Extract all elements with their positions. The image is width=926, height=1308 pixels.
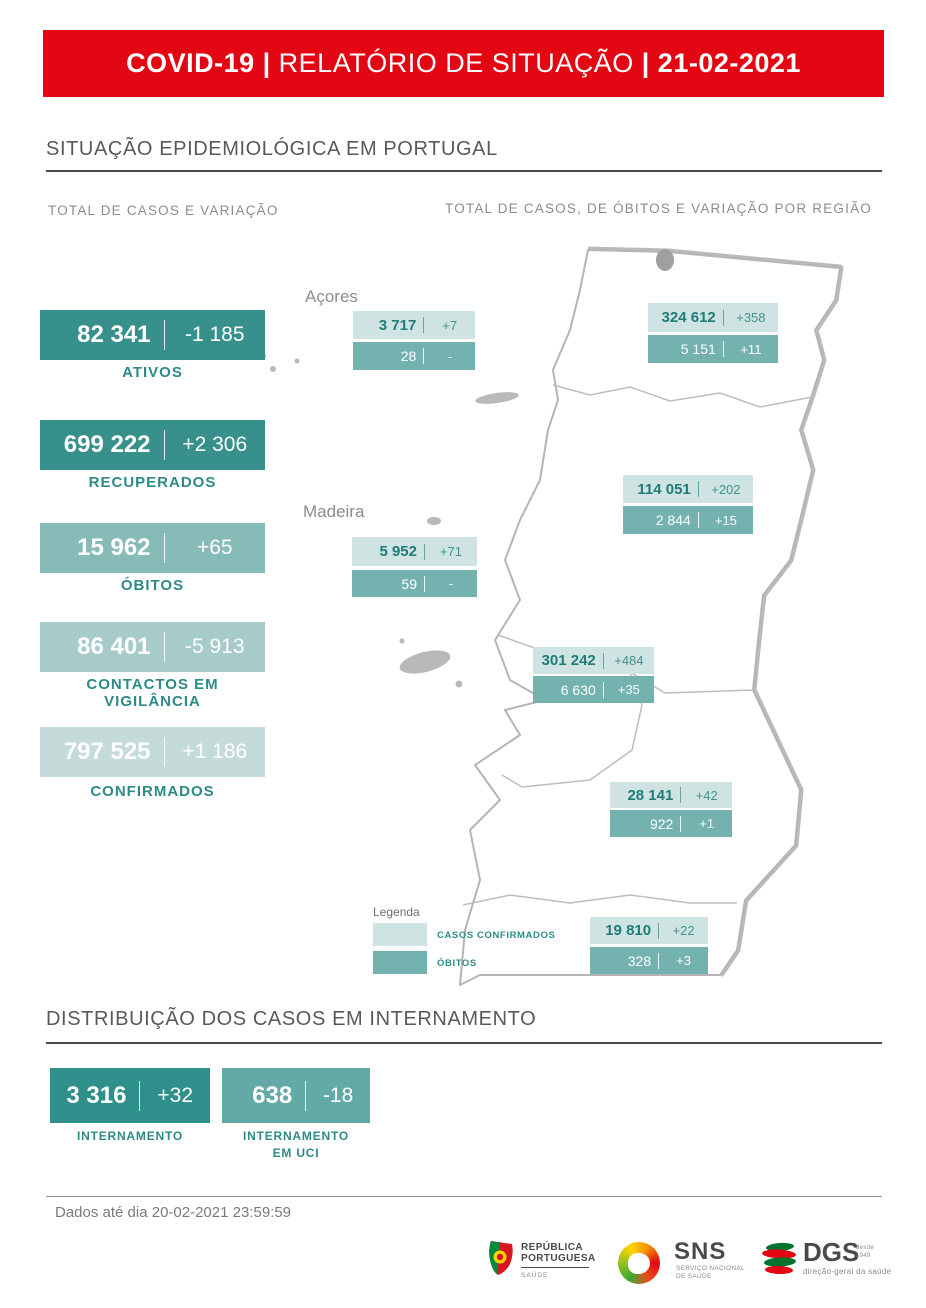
internment-section-divider	[46, 1042, 882, 1044]
republica-line1: REPÚBLICA	[521, 1242, 583, 1253]
report-title-banner	[43, 30, 884, 97]
contactos-value: 86 401	[77, 633, 151, 660]
centro-deaths: 2 844	[655, 512, 691, 528]
republica-logo-rule	[521, 1267, 589, 1268]
internamento-value: 3 316	[66, 1081, 127, 1109]
acores-cases-variation: +7	[442, 317, 458, 333]
republica-saude-label: SAÚDE	[521, 1272, 549, 1279]
sns-logo-text: SNS	[674, 1238, 727, 1265]
centro-cases-variation: +202	[711, 481, 741, 497]
dgs-logo-text: DGS	[803, 1237, 860, 1267]
obitos-label: ÓBITOS	[120, 577, 185, 594]
ativos-variation: -1 185	[184, 323, 245, 346]
banner-covid-label: COVID-19	[126, 48, 255, 78]
dgs-logo-icon	[761, 1242, 799, 1276]
acores-cases: 3 717	[378, 316, 417, 334]
republica-logo-text	[521, 1242, 596, 1270]
centro-deaths-variation: +15	[714, 512, 737, 528]
region-algarve-cases-row	[590, 917, 708, 944]
uci-label	[222, 1128, 370, 1162]
ativos-box	[40, 310, 265, 360]
sns-sub-line1: SERVIÇO NACIONAL	[676, 1265, 745, 1272]
sns-logo-subtext	[676, 1265, 745, 1281]
sns-sub-line2: DE SAÚDE	[676, 1273, 712, 1280]
legend-deaths-swatch	[373, 951, 427, 974]
portugal-map	[240, 235, 910, 1005]
acores-deaths: 28	[400, 348, 417, 364]
region-norte-deaths-row	[648, 335, 778, 363]
epi-section-divider	[46, 170, 882, 172]
norte-deaths: 5 151	[680, 341, 716, 357]
sns-logo-hole	[628, 1253, 650, 1274]
algarve-cases-variation: +22	[672, 923, 695, 938]
madeira-deaths-variation: -	[448, 576, 454, 591]
madeira-cases: 5 952	[379, 543, 417, 560]
confirmados-label: CONFIRMADOS	[90, 783, 215, 800]
region-norte-cases-row	[648, 303, 778, 332]
confirmados-variation: +1 186	[182, 740, 248, 763]
region-alentejo-deaths-row	[610, 810, 732, 837]
legend-title: Legenda	[373, 905, 420, 919]
obitos-box	[40, 523, 265, 573]
uci-box	[222, 1068, 370, 1123]
banner-date: 21-02-2021	[657, 48, 801, 78]
dgs-side-line2: 1949	[856, 1253, 871, 1259]
uci-value: 638	[252, 1081, 293, 1109]
dgs-side-line1: desde	[856, 1245, 874, 1251]
region-lvt-cases-row	[533, 647, 654, 674]
legend-confirmed-label: CASOS CONFIRMADOS	[437, 930, 556, 941]
banner-report-label: RELATÓRIO DE SITUAÇÃO	[278, 48, 634, 78]
banner-sep1: |	[254, 48, 279, 78]
republica-portuguesa-flag-icon	[488, 1240, 515, 1276]
alentejo-deaths-variation: +1	[699, 816, 715, 831]
acores-deaths-row	[353, 342, 475, 370]
ativos-value: 82 341	[77, 321, 151, 348]
region-algarve-deaths-row	[590, 947, 708, 974]
lvt-deaths: 6 630	[560, 681, 596, 698]
madeira-cases-variation: +71	[439, 544, 463, 559]
totals-subtitle: TOTAL DE CASOS E VARIAÇÃO	[48, 203, 279, 218]
lvt-deaths-variation: +35	[617, 682, 640, 697]
norte-cases: 324 612	[661, 309, 716, 326]
madeira-deaths: 59	[401, 575, 417, 592]
sns-logo-icon	[618, 1242, 660, 1284]
alentejo-cases: 28 141	[627, 786, 674, 804]
norte-deaths-variation: +11	[740, 341, 762, 357]
region-centro-deaths-row	[623, 506, 753, 534]
norte-cases-variation: +358	[736, 310, 766, 325]
footer-divider	[46, 1196, 882, 1197]
recuperados-value: 699 222	[63, 431, 151, 458]
regions-subtitle: TOTAL DE CASOS, DE ÓBITOS E VARIAÇÃO POR REGIÃO	[445, 201, 872, 216]
contactos-variation: -5 913	[184, 635, 245, 658]
epi-section-title: SITUAÇÃO EPIDEMIOLÓGICA EM PORTUGAL	[46, 138, 498, 160]
internment-section-title: DISTRIBUIÇÃO DOS CASOS EM INTERNAMENTO	[46, 1008, 537, 1030]
legend-deaths-label: ÓBITOS	[437, 958, 477, 969]
region-alentejo-cases-row	[610, 782, 732, 808]
dgs-side-text	[856, 1244, 874, 1260]
lvt-cases-variation: +484	[614, 653, 644, 668]
alentejo-deaths: 922	[649, 815, 674, 832]
obitos-variation: +65	[196, 536, 233, 559]
internamento-label: INTERNAMENTO	[76, 1129, 184, 1143]
contactos-box	[40, 622, 265, 672]
uci-label-line2: EM UCI	[272, 1146, 320, 1160]
alentejo-cases-variation: +42	[695, 787, 718, 803]
recuperados-variation: +2 306	[182, 433, 248, 456]
banner-sep2: |	[633, 48, 658, 78]
acores-cases-row	[353, 311, 475, 339]
republica-line2: PORTUGUESA	[521, 1253, 596, 1264]
region-centro-cases-row	[623, 475, 753, 503]
data-cutoff-note: Dados até dia 20-02-2021 23:59:59	[55, 1204, 292, 1221]
madeira-deaths-row	[352, 570, 477, 597]
madeira-label: Madeira	[303, 502, 365, 521]
obitos-value: 15 962	[77, 534, 151, 561]
acores-label: Açores	[305, 287, 358, 306]
algarve-deaths-variation: +3	[676, 953, 691, 968]
dgs-logo-subtext: direção-geral da saúde	[803, 1267, 892, 1276]
confirmados-box	[40, 727, 265, 777]
madeira-cases-row	[352, 537, 477, 566]
centro-cases: 114 051	[637, 480, 691, 498]
internamento-variation: +32	[157, 1083, 194, 1107]
acores-deaths-variation: -	[447, 348, 452, 364]
recuperados-box	[40, 420, 265, 470]
ativos-label: ATIVOS	[122, 364, 183, 381]
recuperados-label: RECUPERADOS	[88, 474, 217, 491]
uci-variation: -18	[322, 1083, 354, 1107]
uci-label-line1: INTERNAMENTO	[242, 1129, 350, 1143]
contactos-label: CONTACTOS EM VIGILÂNCIA	[86, 676, 219, 710]
lvt-cases: 301 242	[541, 652, 596, 669]
legend-confirmed-swatch	[373, 923, 427, 946]
internamento-box	[50, 1068, 210, 1123]
algarve-deaths: 328	[627, 952, 652, 969]
region-lvt-deaths-row	[533, 676, 654, 703]
confirmados-value: 797 525	[63, 738, 151, 765]
algarve-cases: 19 810	[605, 922, 652, 939]
